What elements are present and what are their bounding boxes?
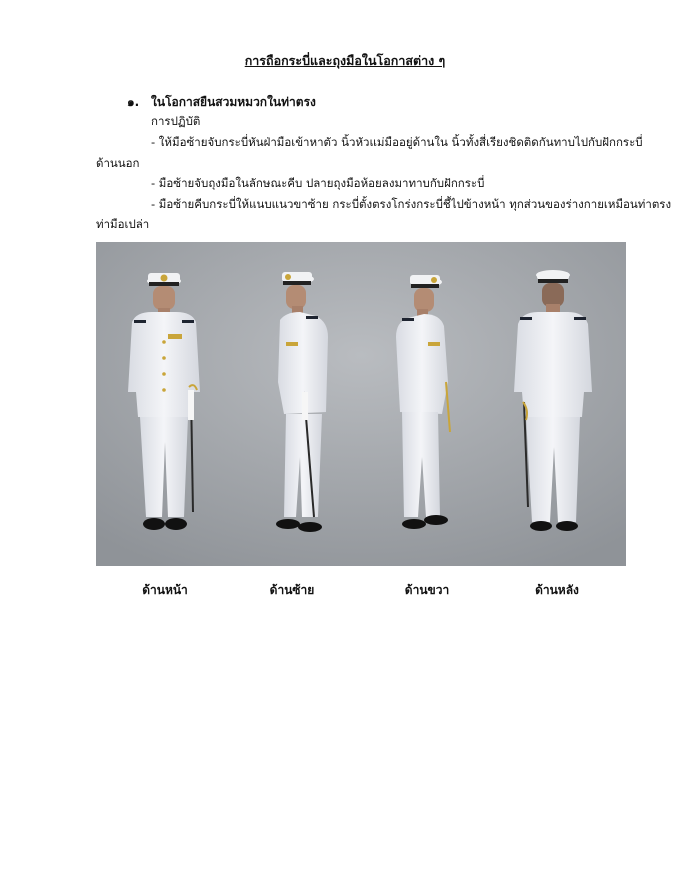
bullet-1-line-1: - ให้มือซ้ายจับกระบี่หันฝ่ามือเข้าหาตัว นิ้วหัวแม่มืออยู่ด้านใน นิ้วทั้งสี่เรียงชิดติดกันทาบไปกับฝักกระบี่ xyxy=(151,135,643,149)
page-title: การถือกระบี่และถุงมือในโอกาสต่าง ๆ xyxy=(244,53,446,68)
bullet-3-line-1: - มือซ้ายคีบกระบี่ให้แนบแนวขาซ้าย กระบี่ตั้งตรงโกร่งกระบี่ชี้ไปข้างหน้า ทุกส่วนของร่างกายเหมือนท่าตรง xyxy=(151,197,672,211)
section-title: ในโอกาสยืนสวมหมวกในท่าตรง xyxy=(151,95,316,109)
bullet-1-line-2: ด้านนอก xyxy=(96,156,140,170)
practice-label: การปฏิบัติ xyxy=(151,114,201,128)
caption-front: ด้านหน้า xyxy=(142,583,188,597)
caption-back: ด้านหลัง xyxy=(535,583,579,597)
section-heading xyxy=(127,93,316,112)
bullet-3-line-2: ท่ามือเปล่า xyxy=(96,217,150,231)
caption-right: ด้านขวา xyxy=(404,583,450,597)
section-number: ๑. xyxy=(127,95,140,109)
bullet-2-line-1: - มือซ้ายจับถุงมือในลักษณะคีบ ปลายถุงมือห้อยลงมาทาบกับฝักกระบี่ xyxy=(151,176,485,190)
caption-left: ด้านซ้าย xyxy=(269,583,315,597)
uniform-photo xyxy=(96,242,626,566)
